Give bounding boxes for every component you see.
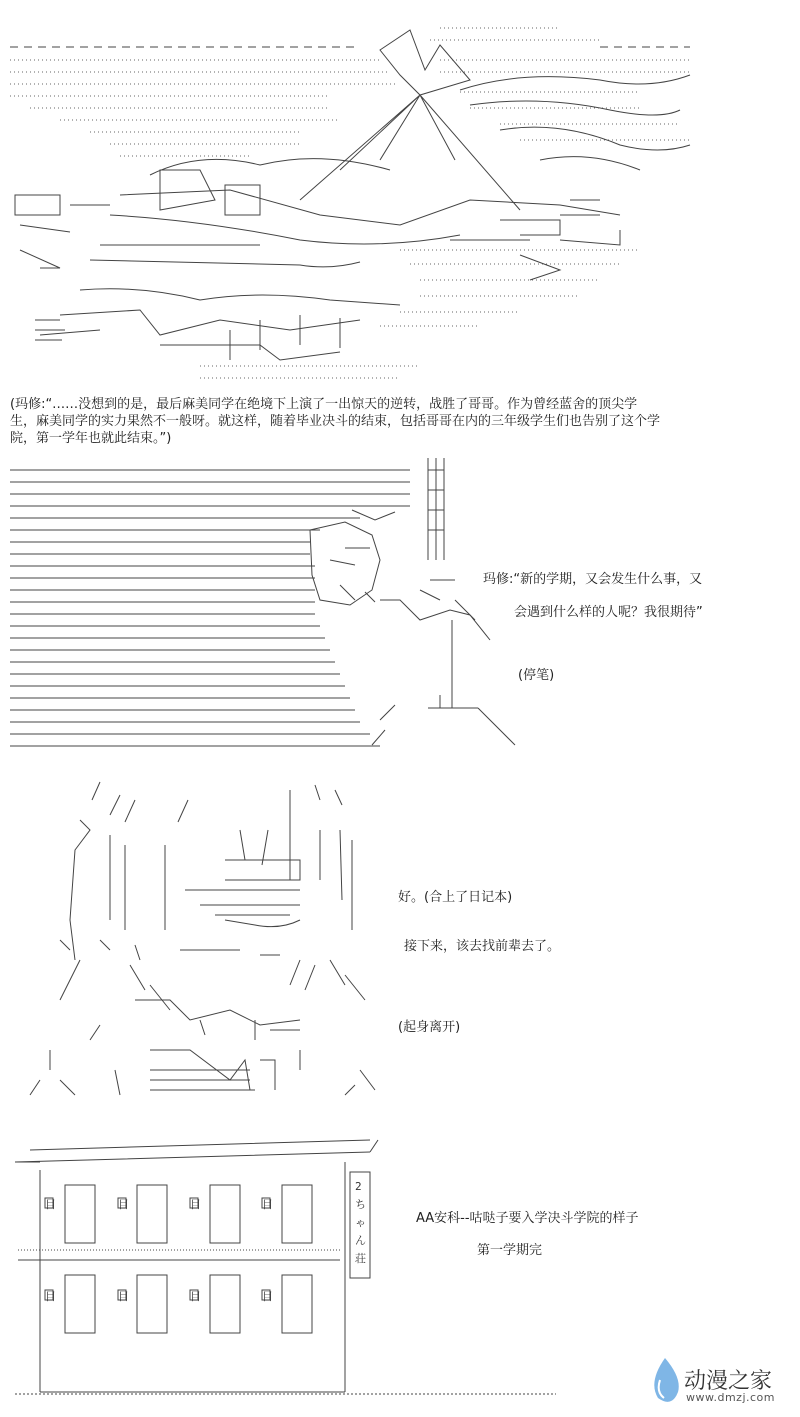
narration-paragraph: (玛修:“……没想到的是，最后麻美同学在绝境下上演了一出惊天的逆转，战胜了哥哥。作为曾经蓝舍的顶尖学生，麻美同学的实力果然不一般呀。就这样，随着毕业决斗的结束，包括哥哥在内的三年级学生们也告别了这个学院，第一学年也就此结束。”) <box>10 397 661 446</box>
door-label: 目 <box>262 1198 273 1211</box>
door-label: 目 <box>190 1198 201 1211</box>
speech-line-2: 会遇到什么样的人呢？我很期待” <box>514 605 703 620</box>
girl-standing-art <box>30 782 375 1095</box>
series-title-caption: AA安科--咕哒子要入学决斗学院的样子 <box>416 1211 639 1226</box>
speech-line-1: 玛修:“新的学期，又会发生什么事，又 <box>483 572 703 587</box>
stand-up-caption: (起身离开) <box>398 1020 461 1035</box>
door-label: 目 <box>190 1290 201 1303</box>
semester-end-caption: 第一学期完 <box>477 1243 543 1258</box>
svg-text:ん: ん <box>355 1234 366 1247</box>
door-label: 目 <box>118 1198 129 1211</box>
watermark-url: www.dmzj.com <box>686 1391 775 1404</box>
apartment-building-art <box>15 1140 556 1394</box>
watermark-brand: 动漫之家 <box>684 1369 773 1394</box>
svg-text:荘: 荘 <box>355 1252 366 1265</box>
dialogue-line-2: 接下来，该去找前辈去了。 <box>404 939 561 954</box>
svg-text:2: 2 <box>355 1180 362 1193</box>
watermark-logo-icon <box>654 1358 678 1402</box>
svg-text:ち: ち <box>355 1198 366 1211</box>
door-label: 目 <box>45 1290 56 1303</box>
stop-writing-caption: (停笔) <box>518 668 555 683</box>
door-label: 目 <box>118 1290 129 1303</box>
explosion-scene-art <box>10 28 690 378</box>
writing-scene-art <box>10 458 515 746</box>
door-label: 目 <box>262 1290 273 1303</box>
dialogue-line-1: 好。(合上了日记本) <box>398 890 513 905</box>
door-label: 目 <box>45 1198 56 1211</box>
svg-text:ゃ: ゃ <box>355 1216 366 1229</box>
apartment-sign <box>355 1180 366 1265</box>
